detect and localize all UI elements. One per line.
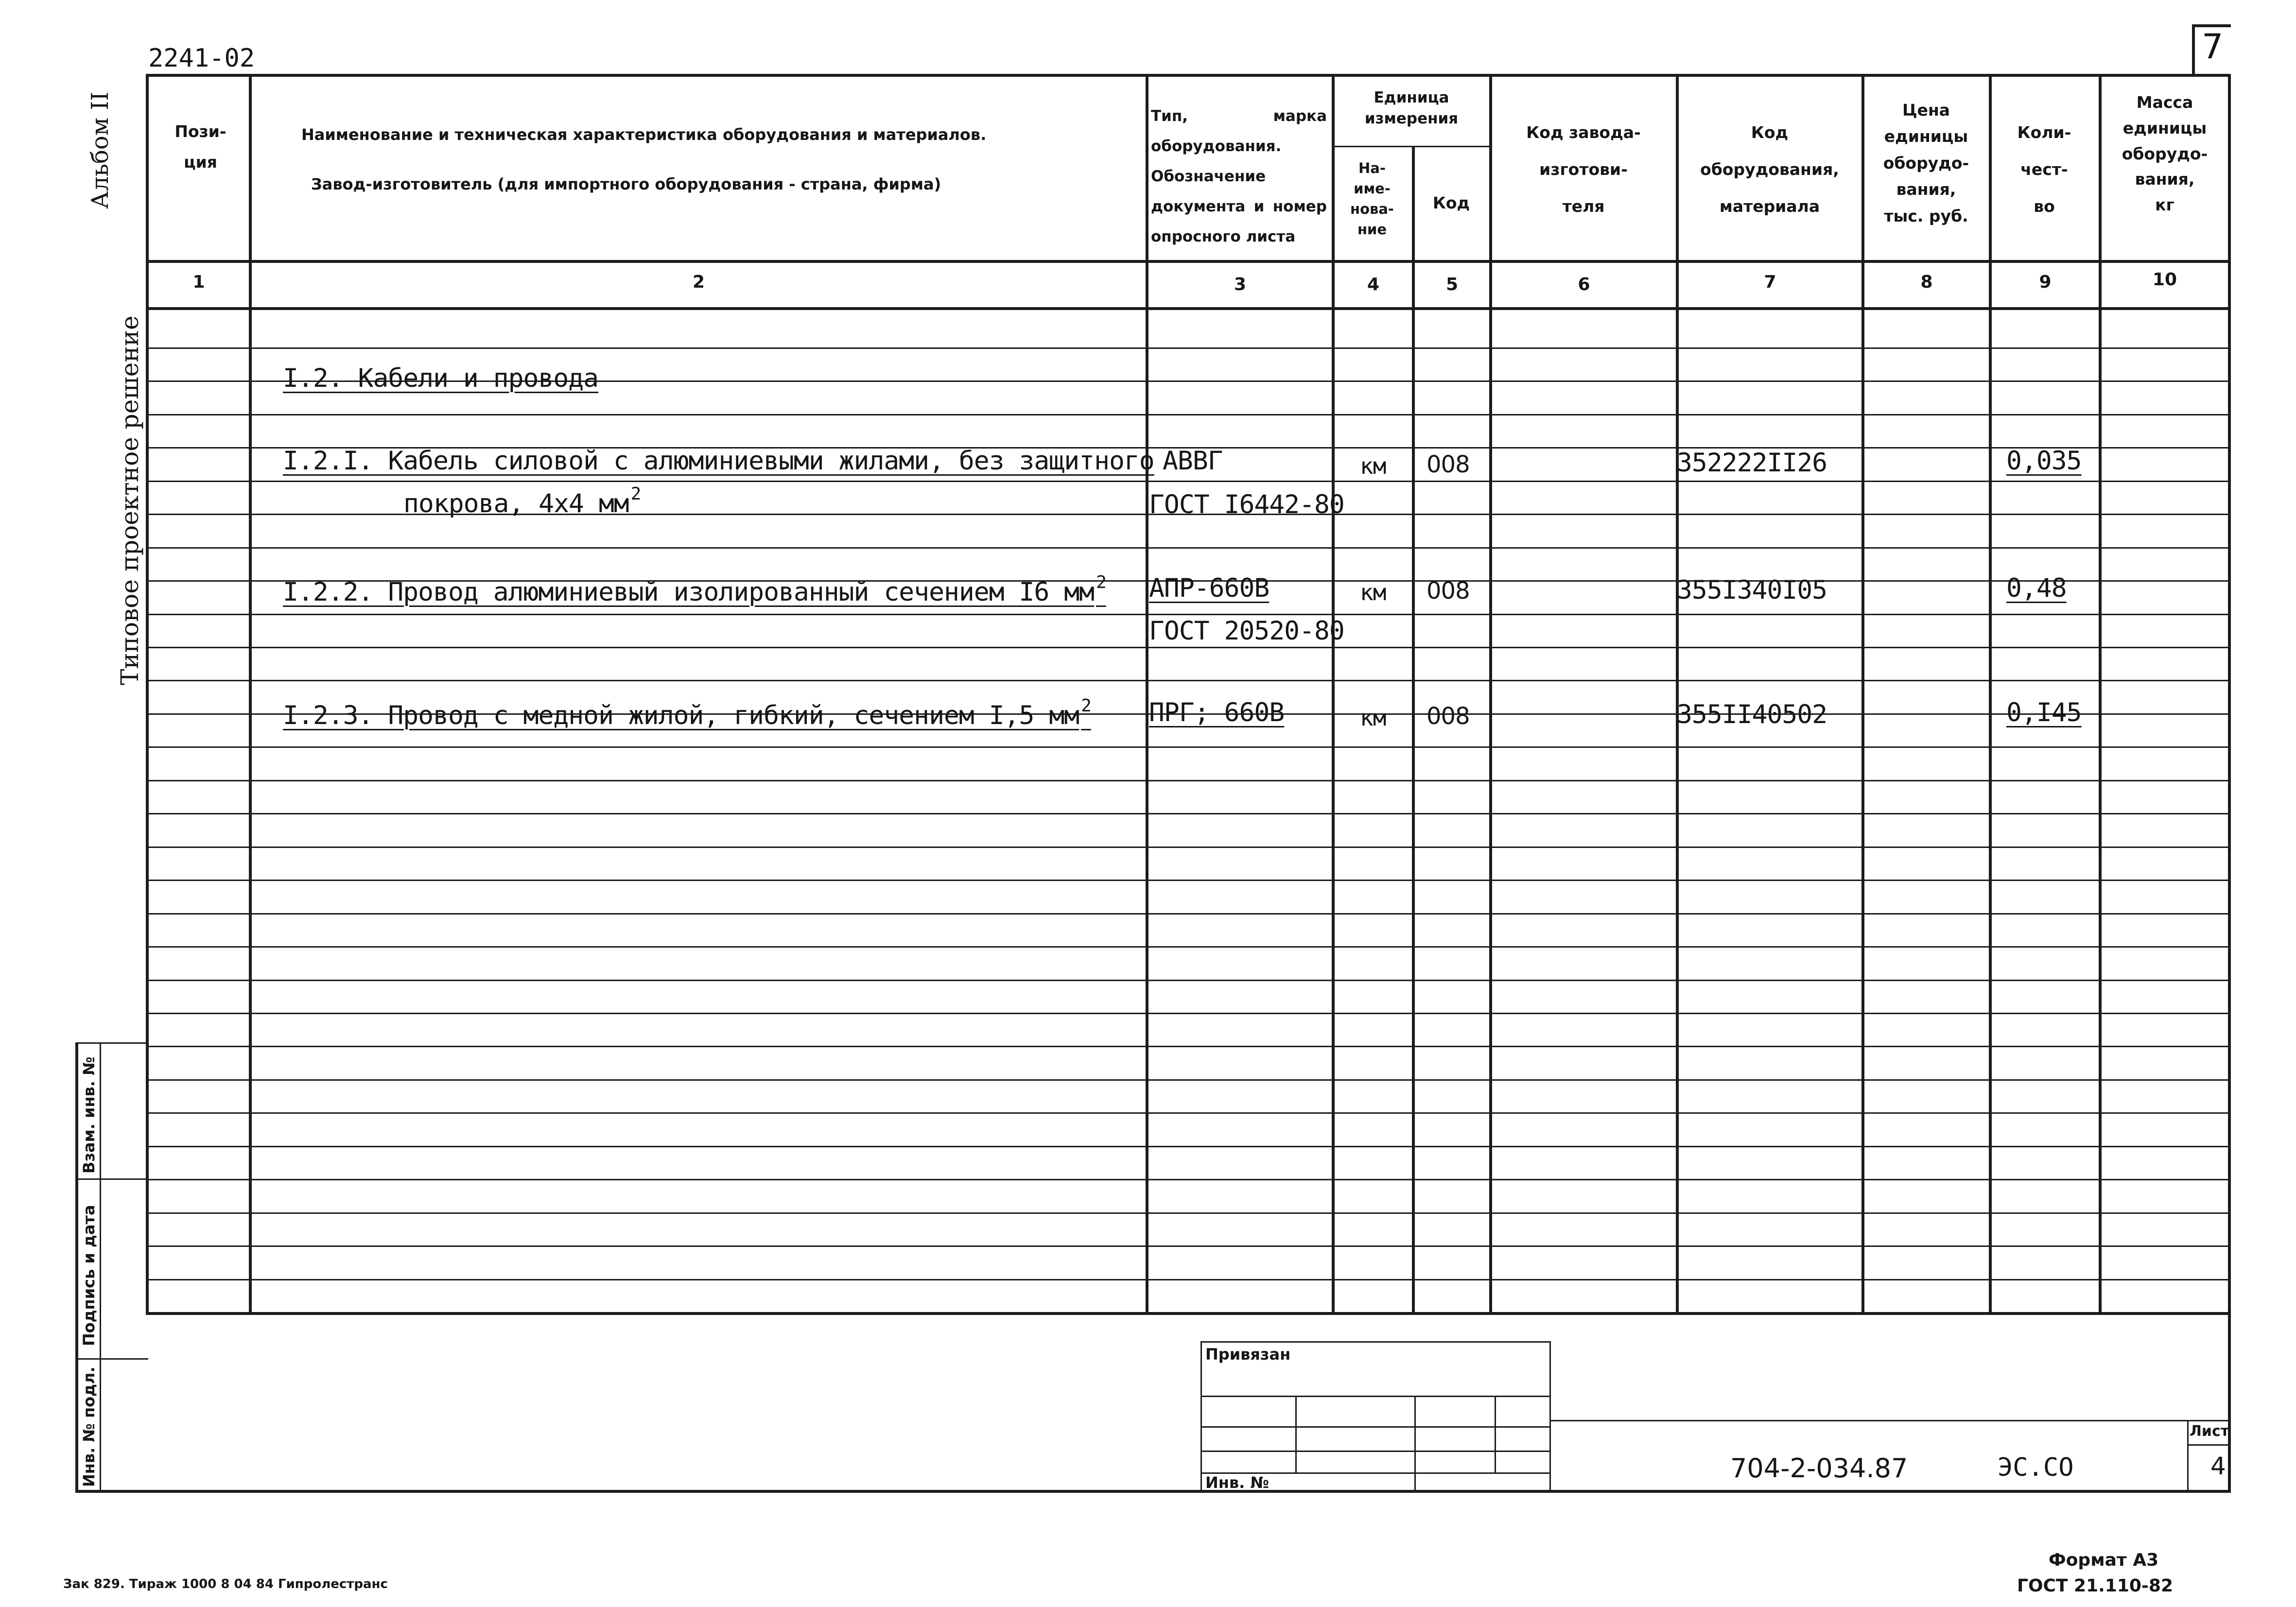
table-row-line (146, 780, 2231, 781)
item3-name-text: I.2.3. Провод с медной жилой, гибкий, сечением I,5 мм (283, 701, 1079, 730)
colnum-9: 9 (2039, 272, 2052, 292)
table-row-line (146, 1279, 2231, 1280)
frame-top (146, 74, 2231, 77)
item1-document: ГОСТ I6442-80 (1149, 490, 1344, 519)
item1-name-line1-text: I.2.I. Кабель силовой с алюминиевыми жилами, без защитного (283, 446, 1154, 476)
section-title: I.2. Кабели и провода (283, 363, 599, 393)
header-mass: Масса единицы оборудо- вания, кг (2122, 93, 2208, 215)
sign-date-label: Подпись и дата (80, 1205, 98, 1346)
sheet-label: Лист (2190, 1423, 2229, 1440)
item2-material-code: 355I340I05 (1677, 575, 1827, 605)
item1-name-line1 (283, 446, 1154, 476)
table-row-line (146, 913, 2231, 915)
colnum-7: 7 (1764, 272, 1776, 292)
item2-name (283, 572, 1106, 607)
item3-name (283, 696, 1091, 730)
colnum-2: 2 (692, 272, 705, 292)
item1-name-line2-text: покрова, 4x4 мм (403, 489, 629, 518)
privyazan-col-1 (1295, 1396, 1297, 1473)
privyazan-row-2 (1200, 1426, 1550, 1428)
privyazan-label: Привязан (1205, 1345, 1291, 1364)
item3-material-code: 355II40502 (1677, 700, 1827, 729)
item1-unit-code: 008 (1426, 451, 1470, 478)
item2-name-sup: 2 (1096, 572, 1106, 592)
header-type: Тип, марка оборудования. Обозначение документа и номер опросного листа (1151, 107, 1327, 245)
document-code: ЭС.СО (1998, 1453, 2074, 1482)
document-designation: 704-2-034.87 (1730, 1453, 1908, 1484)
vzam-inv-label: Взам. инв. № (80, 1056, 98, 1174)
item2-unit-code: 008 (1426, 577, 1470, 605)
table-row-line (146, 813, 2231, 814)
table-row-line (146, 1079, 2231, 1081)
item1-name-sup: 2 (630, 484, 641, 504)
item1-name-line2 (403, 484, 641, 518)
side-stamp-left (75, 1042, 78, 1493)
header-name-line2: Завод-изготовитель (для импортного оборудования - страна, фирма) (311, 175, 941, 193)
table-row-line (146, 1112, 2231, 1114)
table-row-line (146, 746, 2231, 748)
privyazan-box-top (1200, 1341, 1550, 1343)
format-label: Формат А3 (2049, 1550, 2159, 1570)
item3-unit-code: 008 (1426, 703, 1470, 730)
title-block-top (1549, 1420, 2230, 1421)
unit-group-divider (1332, 146, 1490, 147)
table-bottom (146, 1312, 2231, 1315)
table-row-line (146, 1146, 2231, 1147)
header-material-code: Код оборудования, материала (1700, 123, 1839, 216)
table-row-line (146, 1245, 2231, 1247)
item1-quantity: 0,035 (2006, 446, 2082, 476)
sheet-number: 7 (2202, 27, 2224, 67)
sheet-value: 4 (2210, 1452, 2226, 1480)
header-factory-code: Код завода- изготови- теля (1526, 123, 1641, 216)
privyazan-box-right (1549, 1341, 1551, 1492)
privyazan-box-left (1200, 1341, 1202, 1492)
table-row-line (146, 1046, 2231, 1047)
privyazan-row-1 (1200, 1396, 1550, 1397)
inv-no-label: Инв. № (1205, 1473, 1269, 1492)
colnum-3: 3 (1234, 275, 1247, 294)
item3-type: ПРГ; 660В (1149, 698, 1285, 727)
item1-type: АВВГ (1163, 446, 1223, 476)
table-row-line (146, 614, 2231, 615)
side-stamp-inner (100, 1042, 101, 1493)
gost-label: ГОСТ 21.110-82 (2017, 1576, 2174, 1596)
side-stamp-div1 (75, 1178, 148, 1180)
table-row-line (146, 347, 2231, 349)
header-name-line1: Наименование и техническая характеристика оборудования и материалов. (301, 125, 987, 144)
table-row-line (146, 980, 2231, 981)
header-unit-name: На- име- нова- ние (1350, 160, 1394, 238)
project-type-label: Типовое проектное решение (116, 315, 144, 685)
item2-type: АПР-660В (1149, 573, 1270, 603)
colnum-4: 4 (1367, 275, 1380, 294)
item2-document: ГОСТ 20520-80 (1149, 616, 1344, 646)
header-quantity: Коли- чест- во (2017, 123, 2071, 216)
header-bottom (146, 260, 2231, 263)
col-line-4 (1412, 146, 1415, 1313)
print-info: Зак 829. Тираж 1000 8 04 84 Гипролестранс (63, 1577, 388, 1591)
frame-bottom (75, 1490, 2231, 1493)
table-row-line (146, 647, 2231, 648)
header-price: Цена единицы оборудо- вания, тыс. руб. (1883, 101, 1969, 225)
colnum-1: 1 (192, 272, 205, 292)
privyazan-col-3 (1495, 1396, 1496, 1473)
table-row-line (146, 880, 2231, 881)
inv-podl-label: Инв. № подл. (80, 1366, 98, 1487)
colnum-10: 10 (2152, 270, 2177, 290)
header-position: Пози- ция (174, 122, 226, 172)
table-row-line (146, 680, 2231, 681)
item2-unit: км (1360, 579, 1386, 605)
header-unit-code: Код (1432, 193, 1470, 212)
item3-name-sup: 2 (1081, 696, 1091, 716)
item1-material-code: 352222II26 (1677, 448, 1827, 478)
table-row-line (146, 847, 2231, 848)
privyazan-col-2 (1414, 1396, 1416, 1492)
header-unit-group: Единица измерения (1364, 89, 1459, 128)
table-row-line (146, 547, 2231, 549)
colnum-8: 8 (1920, 272, 1933, 292)
item1-unit: км (1360, 453, 1386, 479)
numbers-row-bottom (146, 307, 2231, 310)
sheet-number-box-left (2192, 24, 2195, 75)
colnum-6: 6 (1578, 275, 1590, 294)
album-label: 2241-02 (148, 44, 255, 73)
side-stamp-top (75, 1042, 148, 1044)
sheet-cell-divider (2187, 1444, 2230, 1446)
table-row-line (146, 1013, 2231, 1014)
table-row-line (146, 946, 2231, 948)
table-row-line (146, 1212, 2231, 1214)
item3-unit: км (1360, 705, 1386, 731)
item3-quantity: 0,I45 (2006, 698, 2082, 727)
colnum-5: 5 (1445, 275, 1459, 294)
item2-name-text: I.2.2. Провод алюминиевый изолированный сечением I6 мм (283, 577, 1095, 607)
privyazan-row-3 (1200, 1451, 1550, 1452)
table-row-line (146, 1179, 2231, 1180)
table-row-line (146, 481, 2231, 482)
side-stamp-div2 (75, 1358, 148, 1360)
item2-quantity: 0,48 (2006, 573, 2067, 603)
album-side-label: Альбом II (87, 91, 114, 209)
sheet-cell-left (2187, 1420, 2189, 1491)
table-row-line (146, 414, 2231, 415)
